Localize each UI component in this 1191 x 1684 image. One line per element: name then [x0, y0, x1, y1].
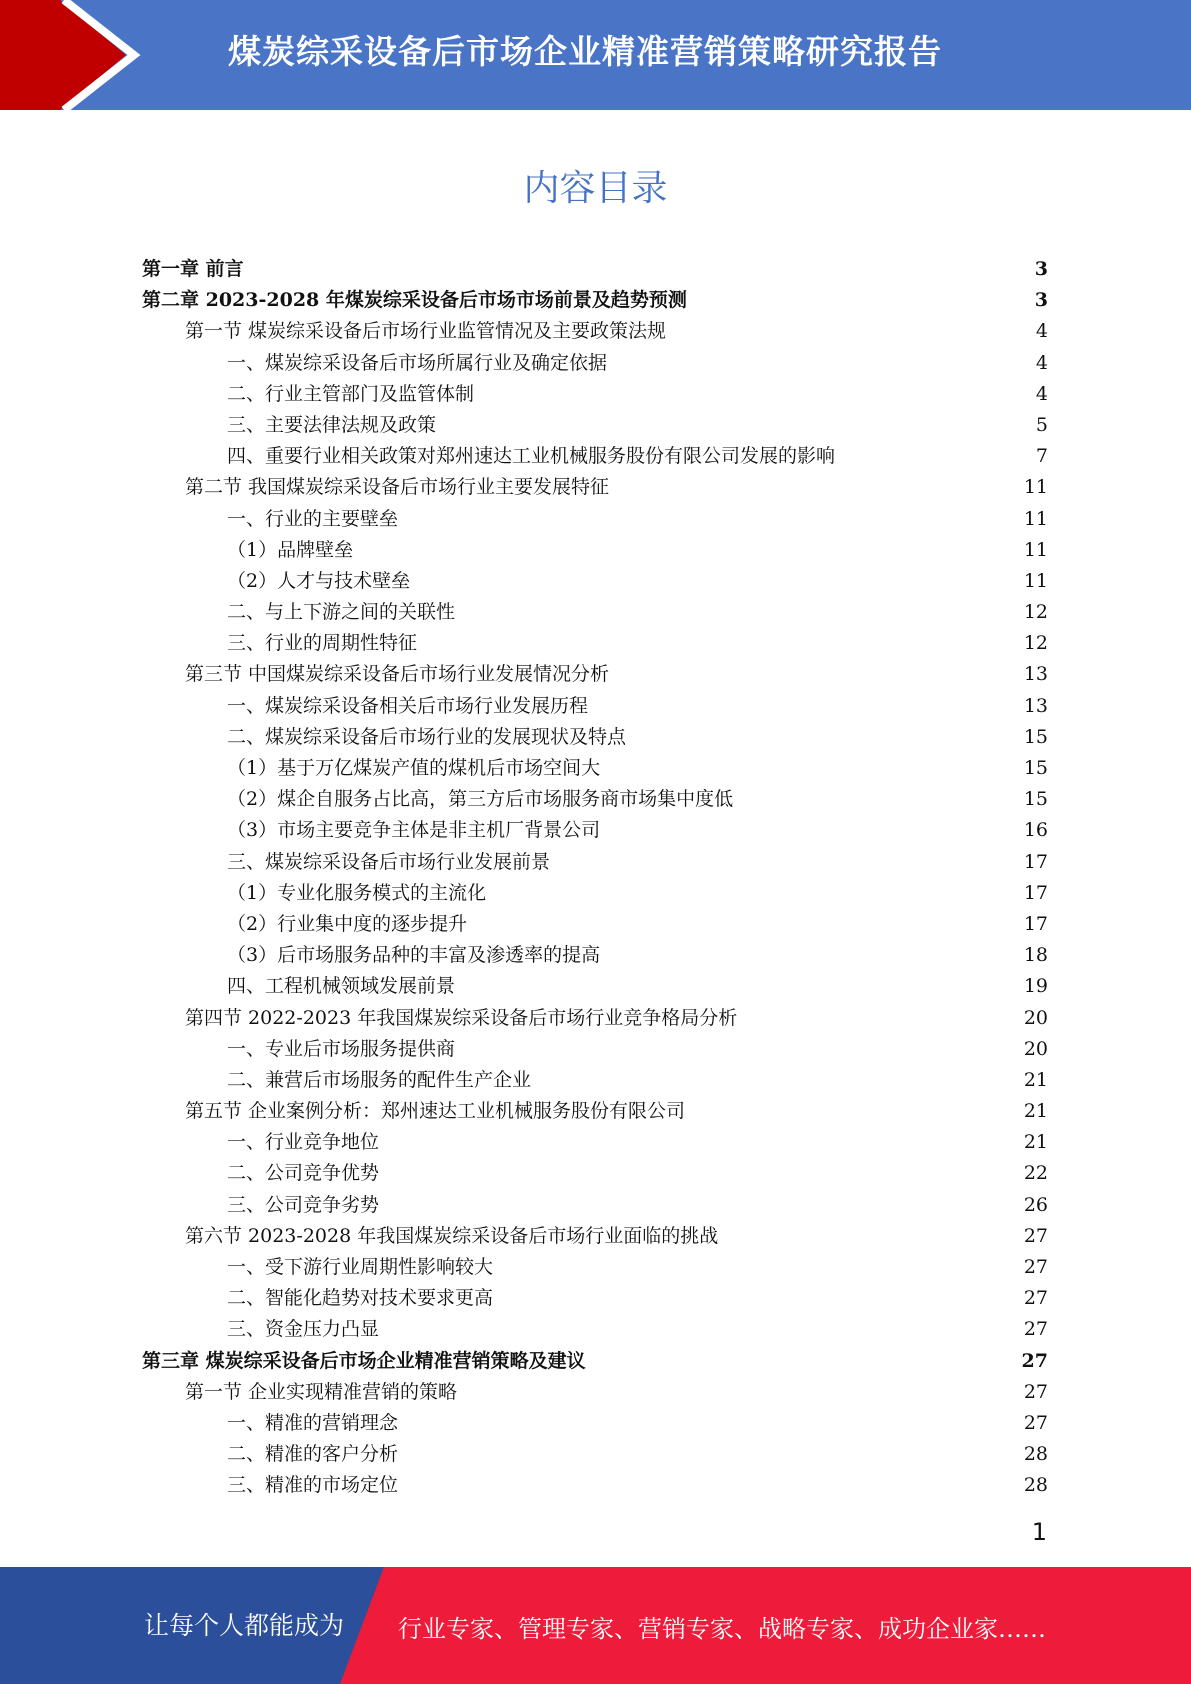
toc-dot-leader: [689, 287, 1033, 306]
toc-entry-page: 21: [1023, 1068, 1048, 1091]
toc-dot-leader: [488, 880, 1022, 899]
table-of-contents: [142, 254, 1048, 1502]
toc-entry-page: 27: [1023, 1318, 1048, 1341]
toc-entry[interactable]: [142, 1377, 1048, 1408]
toc-entry[interactable]: [142, 909, 1048, 940]
toc-entry-page: 12: [1023, 601, 1048, 624]
toc-entry-page: 4: [1035, 320, 1048, 343]
toc-entry[interactable]: [142, 1221, 1048, 1252]
toc-entry[interactable]: [142, 847, 1048, 878]
toc-entry[interactable]: [142, 285, 1048, 316]
toc-entry-page: 11: [1023, 476, 1048, 499]
toc-dot-leader: [609, 350, 1034, 369]
toc-entry[interactable]: [142, 597, 1048, 628]
toc-dot-leader: [381, 1129, 1022, 1148]
toc-entry[interactable]: [142, 1314, 1048, 1345]
toc-entry-title: 一、煤炭综采设备后市场所属行业及确定依据: [227, 351, 608, 374]
toc-entry-title: （2）行业集中度的逐步提升: [227, 912, 468, 935]
toc-entry-title: （2）人才与技术壁垒: [227, 569, 411, 592]
toc-dot-leader: [412, 568, 1022, 587]
toc-entry-page: 12: [1023, 632, 1048, 655]
footer-slogan-left: 让每个人都能成为: [144, 1611, 345, 1640]
toc-dot-leader: [246, 256, 1033, 275]
toc-entry-page: 27: [1023, 1224, 1048, 1247]
toc-entry-title: 一、专业后市场服务提供商: [227, 1037, 456, 1060]
toc-entry-page: 27: [1023, 1380, 1048, 1403]
toc-entry[interactable]: [142, 940, 1048, 971]
toc-dot-leader: [590, 693, 1022, 712]
toc-entry-title: 第六节 2023-2028 年我国煤炭综采设备后市场行业面临的挑战: [185, 1224, 719, 1247]
toc-entry[interactable]: [142, 1408, 1048, 1439]
toc-dot-leader: [381, 1316, 1022, 1335]
toc-dot-leader: [355, 537, 1022, 556]
toc-entry[interactable]: [142, 1158, 1048, 1189]
toc-entry[interactable]: [142, 1283, 1048, 1314]
toc-entry-title: （2）煤企自服务占比高，第三方后市场服务商市场集中度低: [227, 788, 734, 811]
toc-entry-title: 第五节 企业案例分析：郑州速达工业机械服务股份有限公司: [185, 1100, 686, 1123]
toc-entry-title: 三、资金压力凸显: [227, 1318, 380, 1341]
toc-entry-title: 一、受下游行业周期性影响较大: [227, 1256, 494, 1278]
toc-entry[interactable]: [142, 815, 1048, 846]
toc-entry-title: 三、行业的周期性特征: [227, 632, 418, 655]
toc-entry[interactable]: [142, 1439, 1048, 1470]
toc-entry-title: 第二章 2023-2028 年煤炭综采设备后市场市场前景及趋势预测: [142, 289, 687, 312]
footer-slogan-right: 行业专家、管理专家、营销专家、战略专家、成功企业家……: [398, 1615, 1046, 1643]
toc-entry[interactable]: [142, 1096, 1048, 1127]
toc-heading: 内容目录: [523, 168, 668, 209]
toc-dot-leader: [400, 1472, 1022, 1491]
toc-entry[interactable]: [142, 1127, 1048, 1158]
toc-entry-title: 第四节 2022-2023 年我国煤炭综采设备后市场行业竞争格局分析: [185, 1006, 738, 1029]
toc-entry[interactable]: [142, 379, 1048, 410]
toc-entry-page: 17: [1023, 881, 1048, 904]
toc-dot-leader: [611, 474, 1022, 493]
toc-entry-page: 3: [1034, 289, 1048, 312]
toc-entry-page: 11: [1023, 507, 1048, 530]
toc-dot-leader: [457, 599, 1022, 618]
toc-entry[interactable]: [142, 659, 1048, 690]
toc-dot-leader: [533, 1067, 1022, 1086]
toc-entry-page: 28: [1023, 1474, 1048, 1497]
toc-dot-leader: [720, 1223, 1022, 1242]
toc-dot-leader: [837, 443, 1034, 462]
toc-entry-page: 15: [1023, 788, 1048, 811]
toc-entry-title: 二、智能化趋势对技术要求更高: [227, 1287, 494, 1310]
toc-dot-leader: [469, 911, 1022, 930]
toc-entry-title: 第三节 中国煤炭综采设备后市场行业发展情况分析: [185, 663, 610, 686]
toc-entry-page: 20: [1023, 1006, 1048, 1029]
toc-entry-title: 第三章 煤炭综采设备后市场企业精准营销策略及建议: [142, 1349, 586, 1372]
toc-entry-title: 二、与上下游之间的关联性: [227, 601, 456, 624]
toc-entry-page: 13: [1023, 663, 1048, 686]
toc-entry-title: 二、公司竞争优势: [227, 1162, 380, 1185]
toc-entry-page: 16: [1023, 819, 1048, 842]
toc-entry-page: 22: [1023, 1162, 1048, 1185]
toc-entry-page: 27: [1021, 1349, 1048, 1372]
toc-entry-title: 一、煤炭综采设备相关后市场行业发展历程: [227, 694, 589, 717]
toc-entry-title: 第一章 前言: [142, 258, 244, 280]
toc-entry-title: 一、行业的主要壁垒: [227, 507, 399, 530]
toc-dot-leader: [602, 817, 1022, 836]
toc-entry-title: （3）后市场服务品种的丰富及渗透率的提高: [227, 944, 601, 967]
toc-entry-title: 二、兼营后市场服务的配件生产企业: [227, 1068, 532, 1091]
toc-entry-page: 13: [1023, 694, 1048, 717]
toc-dot-leader: [381, 1160, 1022, 1179]
toc-entry-page: 4: [1035, 351, 1048, 374]
header-band: [0, 0, 1191, 110]
toc-entry-title: 三、公司竞争劣势: [227, 1193, 380, 1216]
toc-entry[interactable]: [142, 784, 1048, 815]
toc-dot-leader: [611, 661, 1022, 680]
toc-entry-page: 27: [1023, 1256, 1048, 1278]
toc-dot-leader: [476, 381, 1034, 400]
toc-dot-leader: [457, 973, 1022, 992]
toc-entry[interactable]: [142, 1252, 1048, 1283]
toc-entry[interactable]: [142, 722, 1048, 753]
toc-entry-title: （1）专业化服务模式的主流化: [227, 881, 487, 904]
toc-entry-title: 第一节 企业实现精准营销的策略: [185, 1380, 458, 1403]
toc-entry-title: 一、精准的营销理念: [227, 1411, 399, 1434]
toc-dot-leader: [735, 786, 1022, 805]
toc-entry[interactable]: [142, 971, 1048, 1002]
toc-entry-page: 15: [1023, 725, 1048, 748]
toc-entry-title: （1）基于万亿煤炭产值的煤机后市场空间大: [227, 757, 601, 779]
toc-entry[interactable]: [142, 316, 1048, 347]
toc-entry-page: 15: [1023, 757, 1048, 779]
toc-entry-title: 第二节 我国煤炭综采设备后市场行业主要发展特征: [185, 476, 610, 499]
toc-entry[interactable]: [142, 441, 1048, 472]
toc-dot-leader: [419, 630, 1022, 649]
header-arrow-decoration: [0, 0, 160, 110]
toc-entry-title: 第一节 煤炭综采设备后市场行业监管情况及主要政策法规: [185, 320, 667, 343]
toc-entry[interactable]: [142, 753, 1048, 784]
toc-entry-page: 11: [1023, 569, 1048, 592]
toc-entry-title: 三、主要法律法规及政策: [227, 413, 437, 436]
toc-entry-title: （3）市场主要竞争主体是非主机厂背景公司: [227, 819, 601, 842]
toc-dot-leader: [602, 942, 1022, 961]
toc-entry[interactable]: [142, 472, 1048, 503]
toc-entry[interactable]: [142, 1346, 1048, 1377]
toc-dot-leader: [495, 1254, 1022, 1273]
page-number: 1: [1031, 1518, 1047, 1546]
toc-entry-page: 7: [1035, 445, 1048, 468]
toc-entry[interactable]: [142, 1003, 1048, 1034]
toc-entry-page: 5: [1035, 413, 1048, 436]
toc-entry-page: 11: [1023, 538, 1048, 561]
toc-entry[interactable]: [142, 566, 1048, 597]
toc-entry-page: 21: [1023, 1131, 1048, 1154]
toc-entry-title: 二、精准的客户分析: [227, 1443, 399, 1466]
toc-dot-leader: [400, 506, 1022, 525]
toc-dot-leader: [400, 1410, 1022, 1429]
toc-entry[interactable]: [142, 348, 1048, 379]
toc-entry-page: 27: [1023, 1411, 1048, 1434]
toc-dot-leader: [438, 412, 1034, 431]
toc-entry[interactable]: [142, 628, 1048, 659]
toc-entry[interactable]: [142, 410, 1048, 441]
toc-entry[interactable]: [142, 254, 1048, 285]
toc-entry-page: 27: [1023, 1287, 1048, 1310]
toc-dot-leader: [457, 1036, 1022, 1055]
toc-dot-leader: [400, 1441, 1022, 1460]
toc-entry-title: 四、工程机械领域发展前景: [227, 975, 456, 998]
toc-entry[interactable]: [142, 1065, 1048, 1096]
toc-entry-title: 四、重要行业相关政策对郑州速达工业机械服务股份有限公司发展的影响: [227, 445, 836, 468]
toc-dot-leader: [552, 849, 1022, 868]
toc-dot-leader: [668, 318, 1034, 337]
toc-entry-page: 26: [1023, 1193, 1048, 1216]
toc-dot-leader: [602, 755, 1022, 774]
toc-entry-page: 4: [1035, 382, 1048, 405]
toc-entry-page: 3: [1034, 258, 1048, 280]
toc-dot-leader: [739, 1005, 1022, 1024]
toc-entry[interactable]: [142, 1470, 1048, 1501]
toc-dot-leader: [381, 1192, 1022, 1211]
toc-dot-leader: [459, 1379, 1022, 1398]
toc-entry-page: 21: [1023, 1100, 1048, 1123]
toc-entry[interactable]: [142, 1190, 1048, 1221]
toc-entry-page: 17: [1023, 912, 1048, 935]
footer-band: [0, 1567, 1191, 1684]
toc-entry[interactable]: [142, 504, 1048, 535]
toc-dot-leader: [495, 1285, 1022, 1304]
toc-entry[interactable]: [142, 1034, 1048, 1065]
toc-entry-title: 三、精准的市场定位: [227, 1474, 399, 1497]
toc-entry[interactable]: [142, 878, 1048, 909]
toc-entry-title: 一、行业竞争地位: [227, 1131, 380, 1154]
toc-dot-leader: [687, 1098, 1022, 1117]
report-title: 煤炭综采设备后市场企业精准营销策略研究报告: [228, 32, 942, 71]
toc-entry[interactable]: [142, 535, 1048, 566]
toc-entry-page: 18: [1023, 944, 1048, 967]
toc-entry-title: 二、煤炭综采设备后市场行业的发展现状及特点: [227, 725, 627, 748]
toc-entry-page: 20: [1023, 1037, 1048, 1060]
toc-dot-leader: [628, 724, 1022, 743]
toc-entry-title: （1）品牌壁垒: [227, 538, 354, 561]
toc-entry-page: 28: [1023, 1443, 1048, 1466]
toc-entry-page: 19: [1023, 975, 1048, 998]
toc-entry-title: 二、行业主管部门及监管体制: [227, 382, 475, 405]
toc-dot-leader: [588, 1348, 1020, 1367]
toc-entry[interactable]: [142, 691, 1048, 722]
toc-entry-title: 三、煤炭综采设备后市场行业发展前景: [227, 850, 551, 873]
toc-entry-page: 17: [1023, 850, 1048, 873]
